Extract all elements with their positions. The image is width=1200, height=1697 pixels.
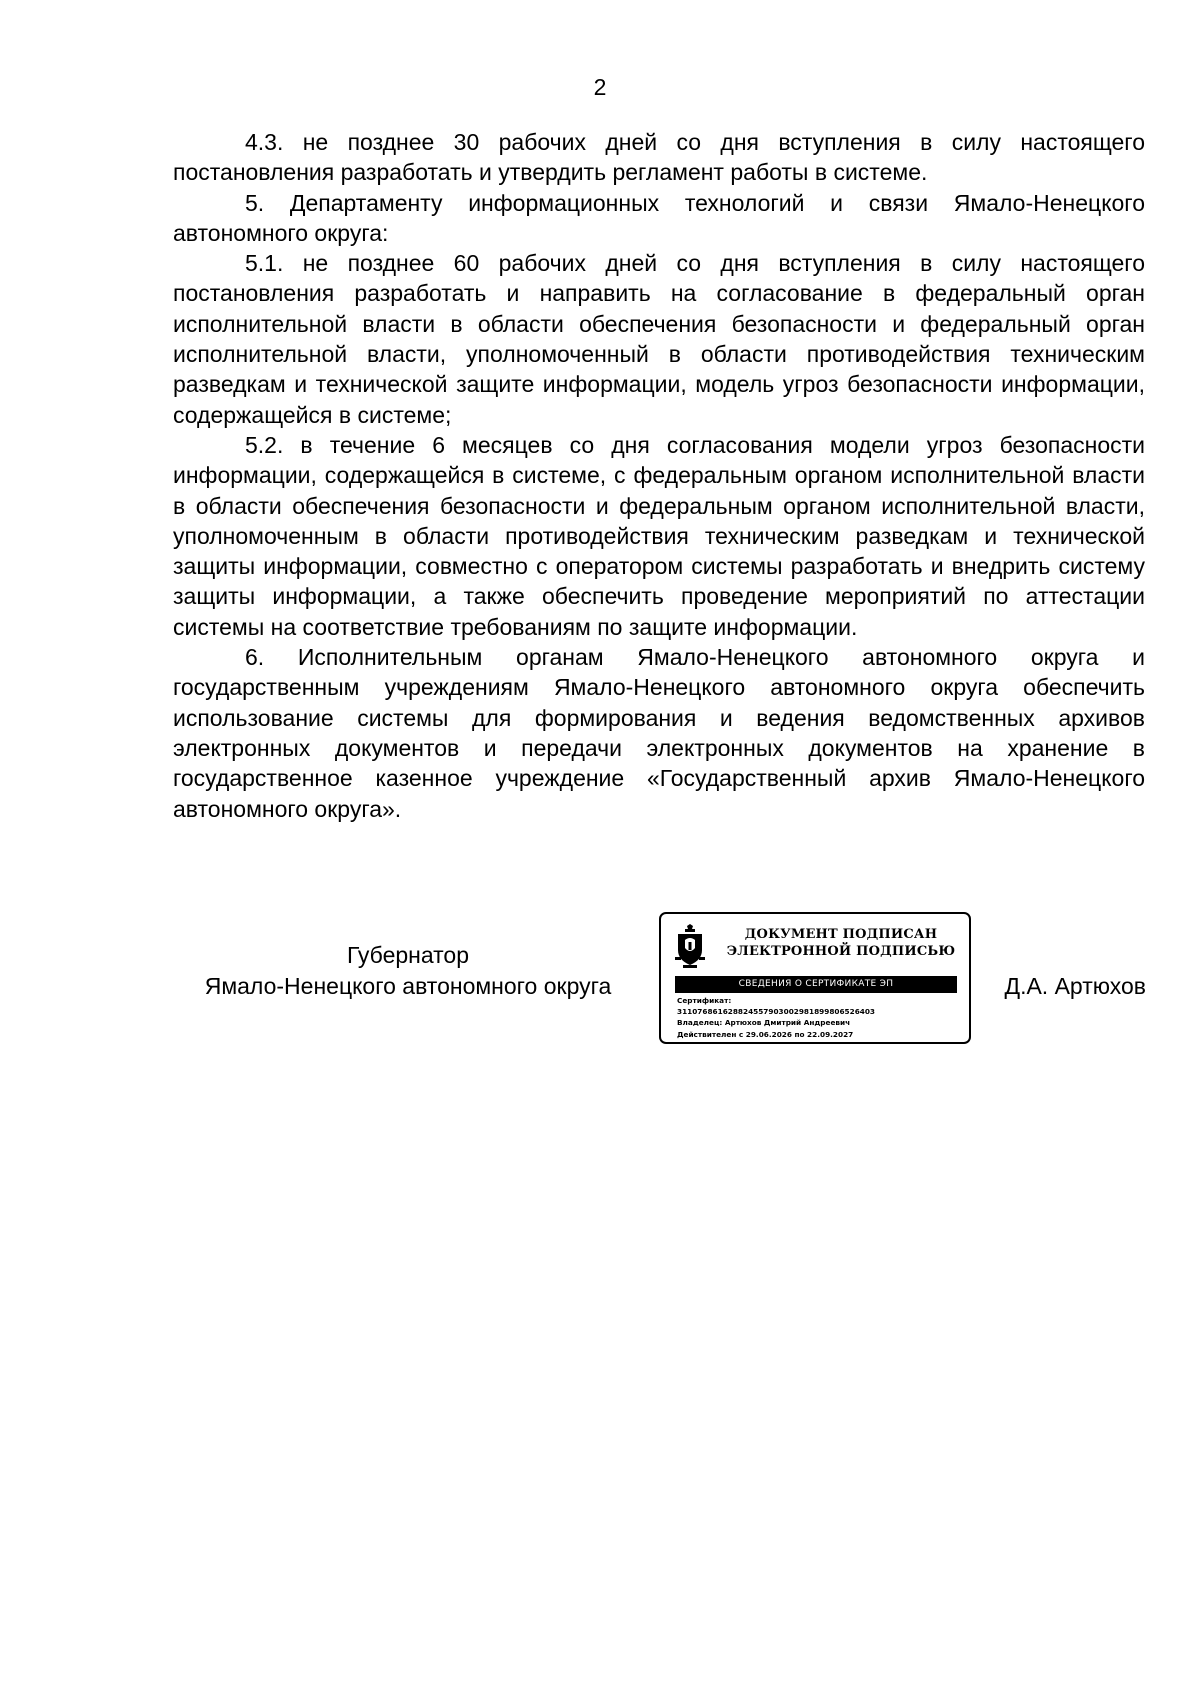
electronic-signature-stamp bbox=[659, 912, 971, 1044]
certificate-number: 311076861628824557903002981899806526403 bbox=[677, 1007, 876, 1017]
certificate-validity: Действителен с 29.06.2026 по 22.09.2027 bbox=[677, 1029, 854, 1039]
signatory-position-line2: Ямало-Ненецкого автономного округа bbox=[204, 973, 612, 999]
paragraph-5: 5. Департаменту информационных технологий и связи Ямало-Ненецкого автономного округа: bbox=[173, 189, 1145, 246]
signatory-position-line1: Губернатор bbox=[346, 942, 470, 968]
document-body bbox=[173, 127, 1145, 824]
certificate-label: Сертификат: bbox=[677, 996, 732, 1005]
paragraph-4-3: 4.3. не позднее 30 рабочих дней со дня вступления в силу настоящего постановления разработать и утвердить регламент работы в системе. bbox=[173, 129, 1145, 186]
coat-of-arms-icon bbox=[675, 924, 705, 968]
paragraph-5-1: 5.1. не позднее 60 рабочих дней со дня вступления в силу настоящего постановления разработать и направить на согласование в федеральный орган исполнительной власти в области обеспечения безопасности и федеральный орган исполнительной власти, уполномоченный в области противодействия техническим разведкам и технической защите информации, модель угроз безопасности информации, содержащейся в системе; bbox=[173, 250, 1145, 428]
stamp-title-line2: ЭЛЕКТРОННОЙ ПОДПИСЬЮ bbox=[726, 944, 956, 959]
signatory-position bbox=[173, 940, 643, 1002]
stamp-title-line1: ДОКУМЕНТ ПОДПИСАН bbox=[744, 927, 938, 942]
paragraph-5-2: 5.2. в течение 6 месяцев со дня согласования модели угроз безопасности информации, содержащейся в системе, с федеральным органом исполнительной власти в области обеспечения безопасности и федеральным органом исполнительной власти, уполномоченным в области противодействия техническим разведкам и технической защиты информации, совместно с оператором системы разработать и внедрить систему защиты информации, а также обеспечить проведение мероприятий по аттестации системы на соответствие требованиям по защите информации. bbox=[173, 431, 1145, 640]
certificate-owner: Владелец: Артюхов Дмитрий Андреевич bbox=[677, 1018, 851, 1028]
signatory-name: Д.А. Артюхов bbox=[1004, 973, 1146, 999]
page-number: 2 bbox=[593, 74, 607, 100]
stamp-title bbox=[721, 926, 961, 960]
stamp-certificate-bar: СВЕДЕНИЯ О СЕРТИФИКАТЕ ЭП bbox=[675, 976, 957, 993]
stamp-certificate-details bbox=[677, 995, 965, 1040]
paragraph-6: 6. Исполнительным органам Ямало-Ненецкого автономного округа и государственным учреждениям Ямало-Ненецкого автономного округа обеспечить использование системы для формирования и ведения ведомственных архивов электронных документов и передачи электронных документов на хранение в государственное казенное учреждение «Государственный архив Ямало-Ненецкого автономного округа». bbox=[173, 644, 1145, 822]
